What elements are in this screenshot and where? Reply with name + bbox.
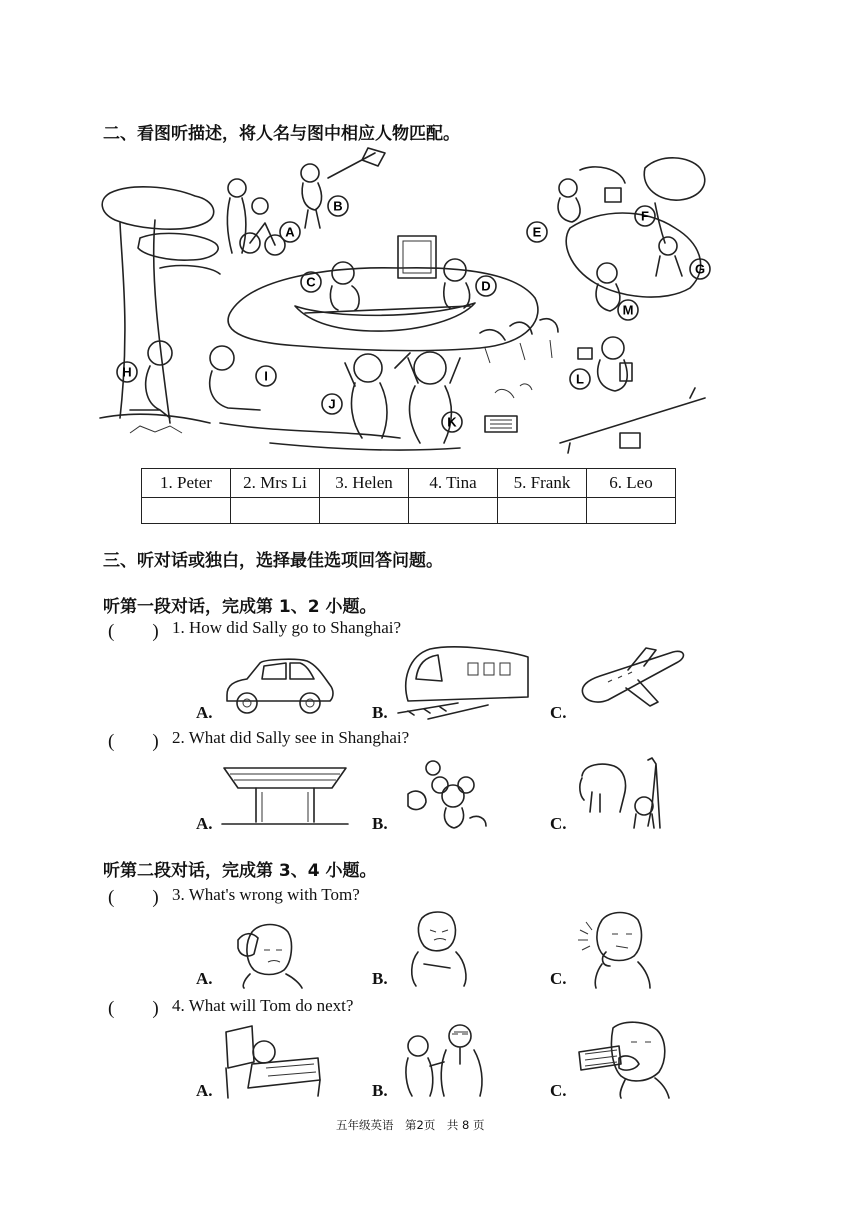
q2-option-b[interactable]: B.	[372, 814, 388, 833]
q3-option-a[interactable]: A.	[196, 969, 213, 988]
q4-option-c[interactable]: C.	[550, 1081, 567, 1100]
page-footer: 五年级英语 第2页 共 8 页	[336, 1118, 485, 1132]
label-e	[527, 222, 547, 242]
svg-text:H: H	[122, 364, 132, 380]
label-f	[635, 206, 655, 226]
svg-text:A: A	[285, 224, 295, 240]
q1-option-b[interactable]: B.	[372, 703, 388, 722]
airplane-icon	[578, 644, 688, 719]
part2-heading: 听第二段对话，完成第 3、4 小题。	[103, 861, 377, 881]
rest-in-bed-icon	[222, 1022, 322, 1098]
toothache-icon	[572, 908, 662, 988]
q2-answer-bracket[interactable]: ( )	[108, 731, 159, 752]
q2-option-c[interactable]: C.	[550, 814, 567, 833]
label-d	[476, 276, 496, 296]
name-cell: 2. Mrs Li	[231, 469, 320, 498]
name-matching-table	[141, 468, 676, 524]
headache-icon	[230, 918, 310, 988]
q3-answer-bracket[interactable]: ( )	[108, 887, 159, 908]
label-h	[117, 362, 137, 382]
svg-text:C: C	[306, 274, 316, 290]
svg-text:F: F	[641, 208, 649, 224]
q3-text: 3. What's wrong with Tom?	[172, 885, 360, 904]
name-cell: 1. Peter	[142, 469, 231, 498]
label-c	[301, 272, 321, 292]
q1-answer-bracket[interactable]: ( )	[108, 621, 159, 642]
cartoon-characters-icon	[398, 756, 493, 834]
label-i	[256, 366, 276, 386]
svg-text:M: M	[622, 302, 634, 318]
china-pavilion-icon	[222, 760, 348, 830]
answer-cell[interactable]	[587, 498, 676, 524]
label-b	[328, 196, 348, 216]
q3-option-c[interactable]: C.	[550, 969, 567, 988]
answer-cell[interactable]	[498, 498, 587, 524]
q4-text: 4. What will Tom do next?	[172, 996, 354, 1015]
answer-cell[interactable]	[142, 498, 231, 524]
train-icon	[398, 641, 530, 719]
label-m	[618, 300, 638, 320]
q4-answer-bracket[interactable]: ( )	[108, 998, 159, 1019]
answer-cell[interactable]	[320, 498, 409, 524]
svg-text:D: D	[481, 278, 491, 294]
zoo-animals-icon	[578, 756, 674, 834]
svg-text:B: B	[333, 198, 343, 214]
name-cell: 3. Helen	[320, 469, 409, 498]
answer-cell[interactable]	[231, 498, 320, 524]
part1-heading: 听第一段对话，完成第 1、2 小题。	[103, 597, 377, 617]
park-scene-illustration	[100, 148, 720, 458]
label-l	[570, 369, 590, 389]
svg-text:L: L	[576, 371, 584, 387]
stomachache-icon	[404, 908, 474, 988]
q1-option-c[interactable]: C.	[550, 703, 567, 722]
name-cell: 6. Leo	[587, 469, 676, 498]
label-k	[442, 412, 462, 432]
svg-text:K: K	[447, 414, 457, 430]
q2-text: 2. What did Sally see in Shanghai?	[172, 728, 410, 747]
svg-text:I: I	[264, 368, 268, 384]
svg-text:J: J	[328, 396, 336, 412]
label-a	[280, 222, 300, 242]
section3-heading: 三、听对话或独白，选择最佳选项回答问题。	[103, 551, 443, 571]
q3-option-b[interactable]: B.	[372, 969, 388, 988]
answer-cell[interactable]	[409, 498, 498, 524]
label-j	[322, 394, 342, 414]
car-icon	[222, 655, 337, 717]
svg-text:G: G	[694, 261, 706, 277]
q1-option-a[interactable]: A.	[196, 703, 213, 722]
eat-icon	[575, 1018, 675, 1098]
section2-heading: 二、看图听描述，将人名与图中相应人物匹配。	[103, 124, 460, 144]
q4-option-a[interactable]: A.	[196, 1081, 213, 1100]
q1-text: 1. How did Sally go to Shanghai?	[172, 618, 402, 637]
svg-text:E: E	[532, 224, 542, 240]
name-cell: 5. Frank	[498, 469, 587, 498]
name-cell: 4. Tina	[409, 469, 498, 498]
q4-option-b[interactable]: B.	[372, 1081, 388, 1100]
q2-option-a[interactable]: A.	[196, 814, 213, 833]
see-doctor-icon	[400, 1020, 490, 1098]
label-g	[690, 259, 710, 279]
